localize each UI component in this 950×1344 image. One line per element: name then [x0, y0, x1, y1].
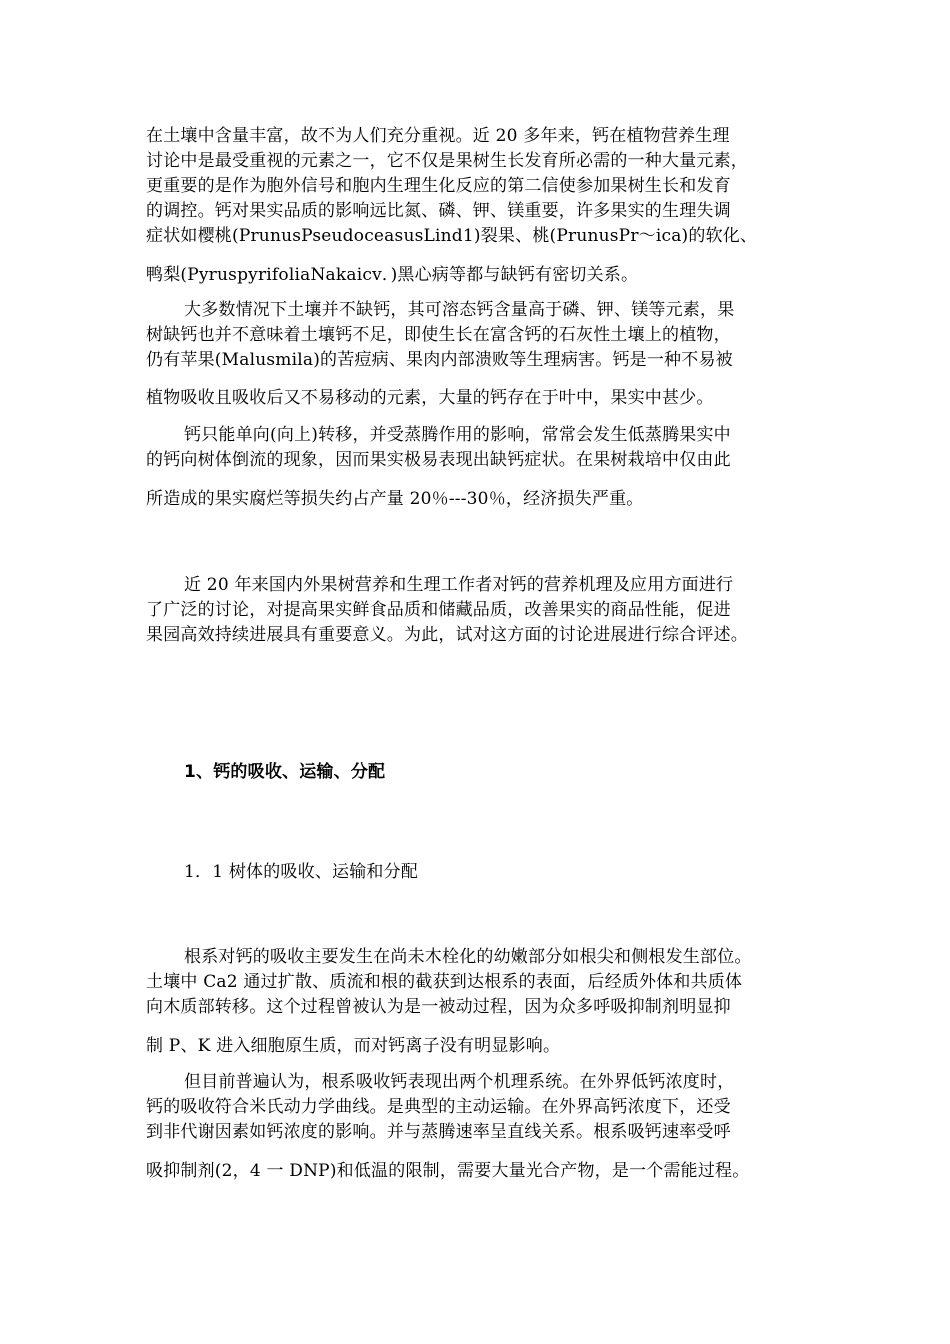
paragraph-2-line-3: 仍有苹果(Malusmila)的苦痘病、果肉内部溃败等生理病害。钙是一种不易被	[146, 350, 733, 370]
paragraph-2-line-1: 大多数情况下土壤并不缺钙，其可溶态钙含量高于磷、钾、镁等元素，果	[184, 300, 735, 320]
paragraph-5-line-3: 向木质部转移。这个过程曾被认为是一被动过程，因为众多呼吸抑制剂明显抑	[146, 997, 731, 1017]
paragraph-6-line-2: 钙的吸收符合米氏动力学曲线。是典型的主动运输。在外界高钙浓度下，还受	[146, 1097, 731, 1117]
paragraph-6-line-4: 吸抑制剂(2，4 一 DNP)和低温的限制，需要大量光合产物，是一个需能过程。	[146, 1161, 750, 1181]
paragraph-1-line-6: 鸭梨(PyruspyrifoliaNakaicv．)黑心病等都与缺钙有密切关系。	[146, 265, 639, 285]
paragraph-3-line-2: 的钙向树体倒流的现象，因而果实极易表现出缺钙症状。在果树栽培中仅由此	[146, 450, 731, 470]
paragraph-6-line-1: 但目前普遍认为，根系吸收钙表现出两个机理系统。在外界低钙浓度时，	[184, 1072, 735, 1092]
paragraph-5-line-4: 制 P、K 进入细胞原生质，而对钙离子没有明显影响。	[146, 1036, 561, 1056]
section-heading-1-1: 1．1 树体的吸收、运输和分配	[184, 862, 419, 882]
paragraph-5-line-1: 根系对钙的吸收主要发生在尚未木栓化的幼嫩部分如根尖和侧根发生部位。	[184, 947, 752, 967]
paragraph-4-line-2: 了广泛的讨论，对提高果实鲜食品质和储藏品质，改善果实的商品性能，促进	[146, 600, 731, 620]
paragraph-1-line-5: 症状如樱桃(PrunusPseudoceasusLind1)裂果、桃(PrunusPr～ica)的软化、	[146, 226, 758, 246]
paragraph-1-line-3: 更重要的是作为胞外信号和胞内生理生化反应的第二信使参加果树生长和发育	[146, 176, 731, 196]
paragraph-5-line-2: 土壤中 Ca2 通过扩散、质流和根的截获到达根系的表面，后经质外体和共质体	[146, 972, 743, 992]
paragraph-4-line-3: 果园高效持续进展具有重要意义。为此，试对这方面的讨论进展进行综合评述。	[146, 625, 748, 645]
paragraph-1-line-1: 在土壤中含量丰富，故不为人们充分重视。近 20 多年来，钙在植物营养生理	[146, 126, 730, 146]
paragraph-4-line-1: 近 20 年来国内外果树营养和生理工作者对钙的营养机理及应用方面进行	[184, 575, 734, 595]
paragraph-2-line-2: 树缺钙也并不意味着土壤钙不足，即使生长在富含钙的石灰性土壤上的植物，	[146, 325, 731, 345]
paragraph-3-line-3: 所造成的果实腐烂等损失约占产量 20％---30％，经济损失严重。	[146, 489, 644, 509]
paragraph-6-line-3: 到非代谢因素如钙浓度的影响。并与蒸腾速率呈直线关系。根系吸钙速率受呼	[146, 1122, 731, 1142]
section-heading-1: 1、钙的吸收、运输、分配	[184, 762, 386, 782]
paragraph-2-line-4: 植物吸收且吸收后又不易移动的元素，大量的钙存在于叶中，果实中甚少。	[146, 388, 714, 408]
paragraph-1-line-2: 讨论中是最受重视的元素之一，它不仅是果树生长发育所必需的一种大量元素，	[146, 151, 748, 171]
paragraph-3-line-1: 钙只能单向(向上)转移，并受蒸腾作用的影响，常常会发生低蒸腾果实中	[184, 425, 731, 445]
paragraph-1-line-4: 的调控。钙对果实品质的影响远比氮、磷、钾、镁重要，许多果实的生理失调	[146, 201, 731, 221]
